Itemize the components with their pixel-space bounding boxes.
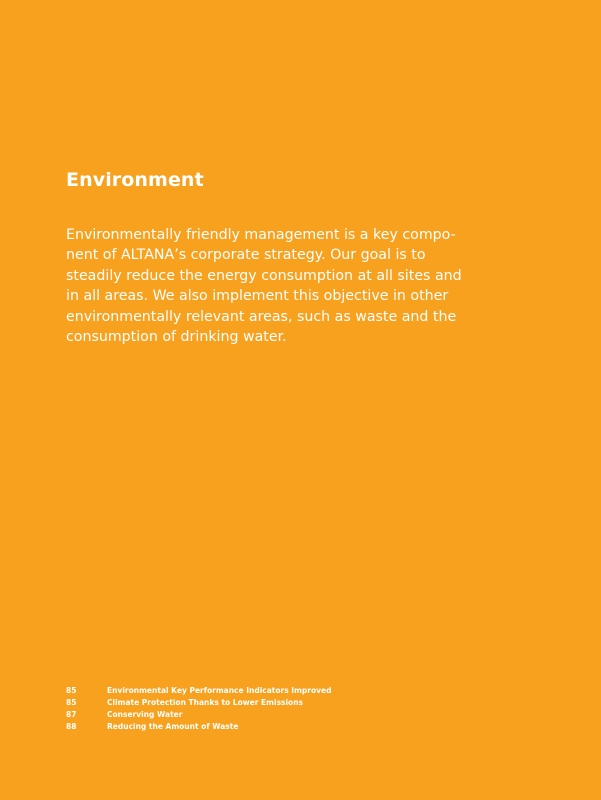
intro-paragraph	[66, 225, 462, 347]
contents-entry	[66, 709, 366, 721]
intro-line: steadily reduce the energy consumption at all sites and	[66, 267, 462, 284]
contents-title: Environmental Key Performance Indicators Improved	[107, 686, 332, 695]
section-contents-list	[66, 685, 366, 733]
contents-page-number: 85	[66, 698, 77, 707]
contents-title: Climate Protection Thanks to Lower Emissions	[107, 698, 304, 707]
contents-entry	[66, 721, 366, 733]
intro-line: consumption of drinking water.	[66, 329, 287, 346]
intro-line: environmentally relevant areas, such as waste and the	[66, 308, 457, 325]
contents-title: Conserving Water	[107, 710, 183, 719]
contents-page-number: 87	[66, 710, 77, 719]
contents-entry	[66, 685, 366, 697]
intro-line: Environmentally friendly management is a key compo-	[66, 227, 456, 243]
contents-entry	[66, 697, 366, 709]
page-title: Environment	[66, 169, 204, 191]
contents-title: Reducing the Amount of Waste	[107, 722, 239, 731]
contents-page-number: 85	[66, 686, 77, 695]
intro-line: nent of ALTANA’s corporate strategy. Our goal is to	[66, 247, 426, 264]
intro-line: in all areas. We also implement this objective in other	[66, 288, 449, 305]
contents-page-number: 88	[66, 722, 77, 731]
